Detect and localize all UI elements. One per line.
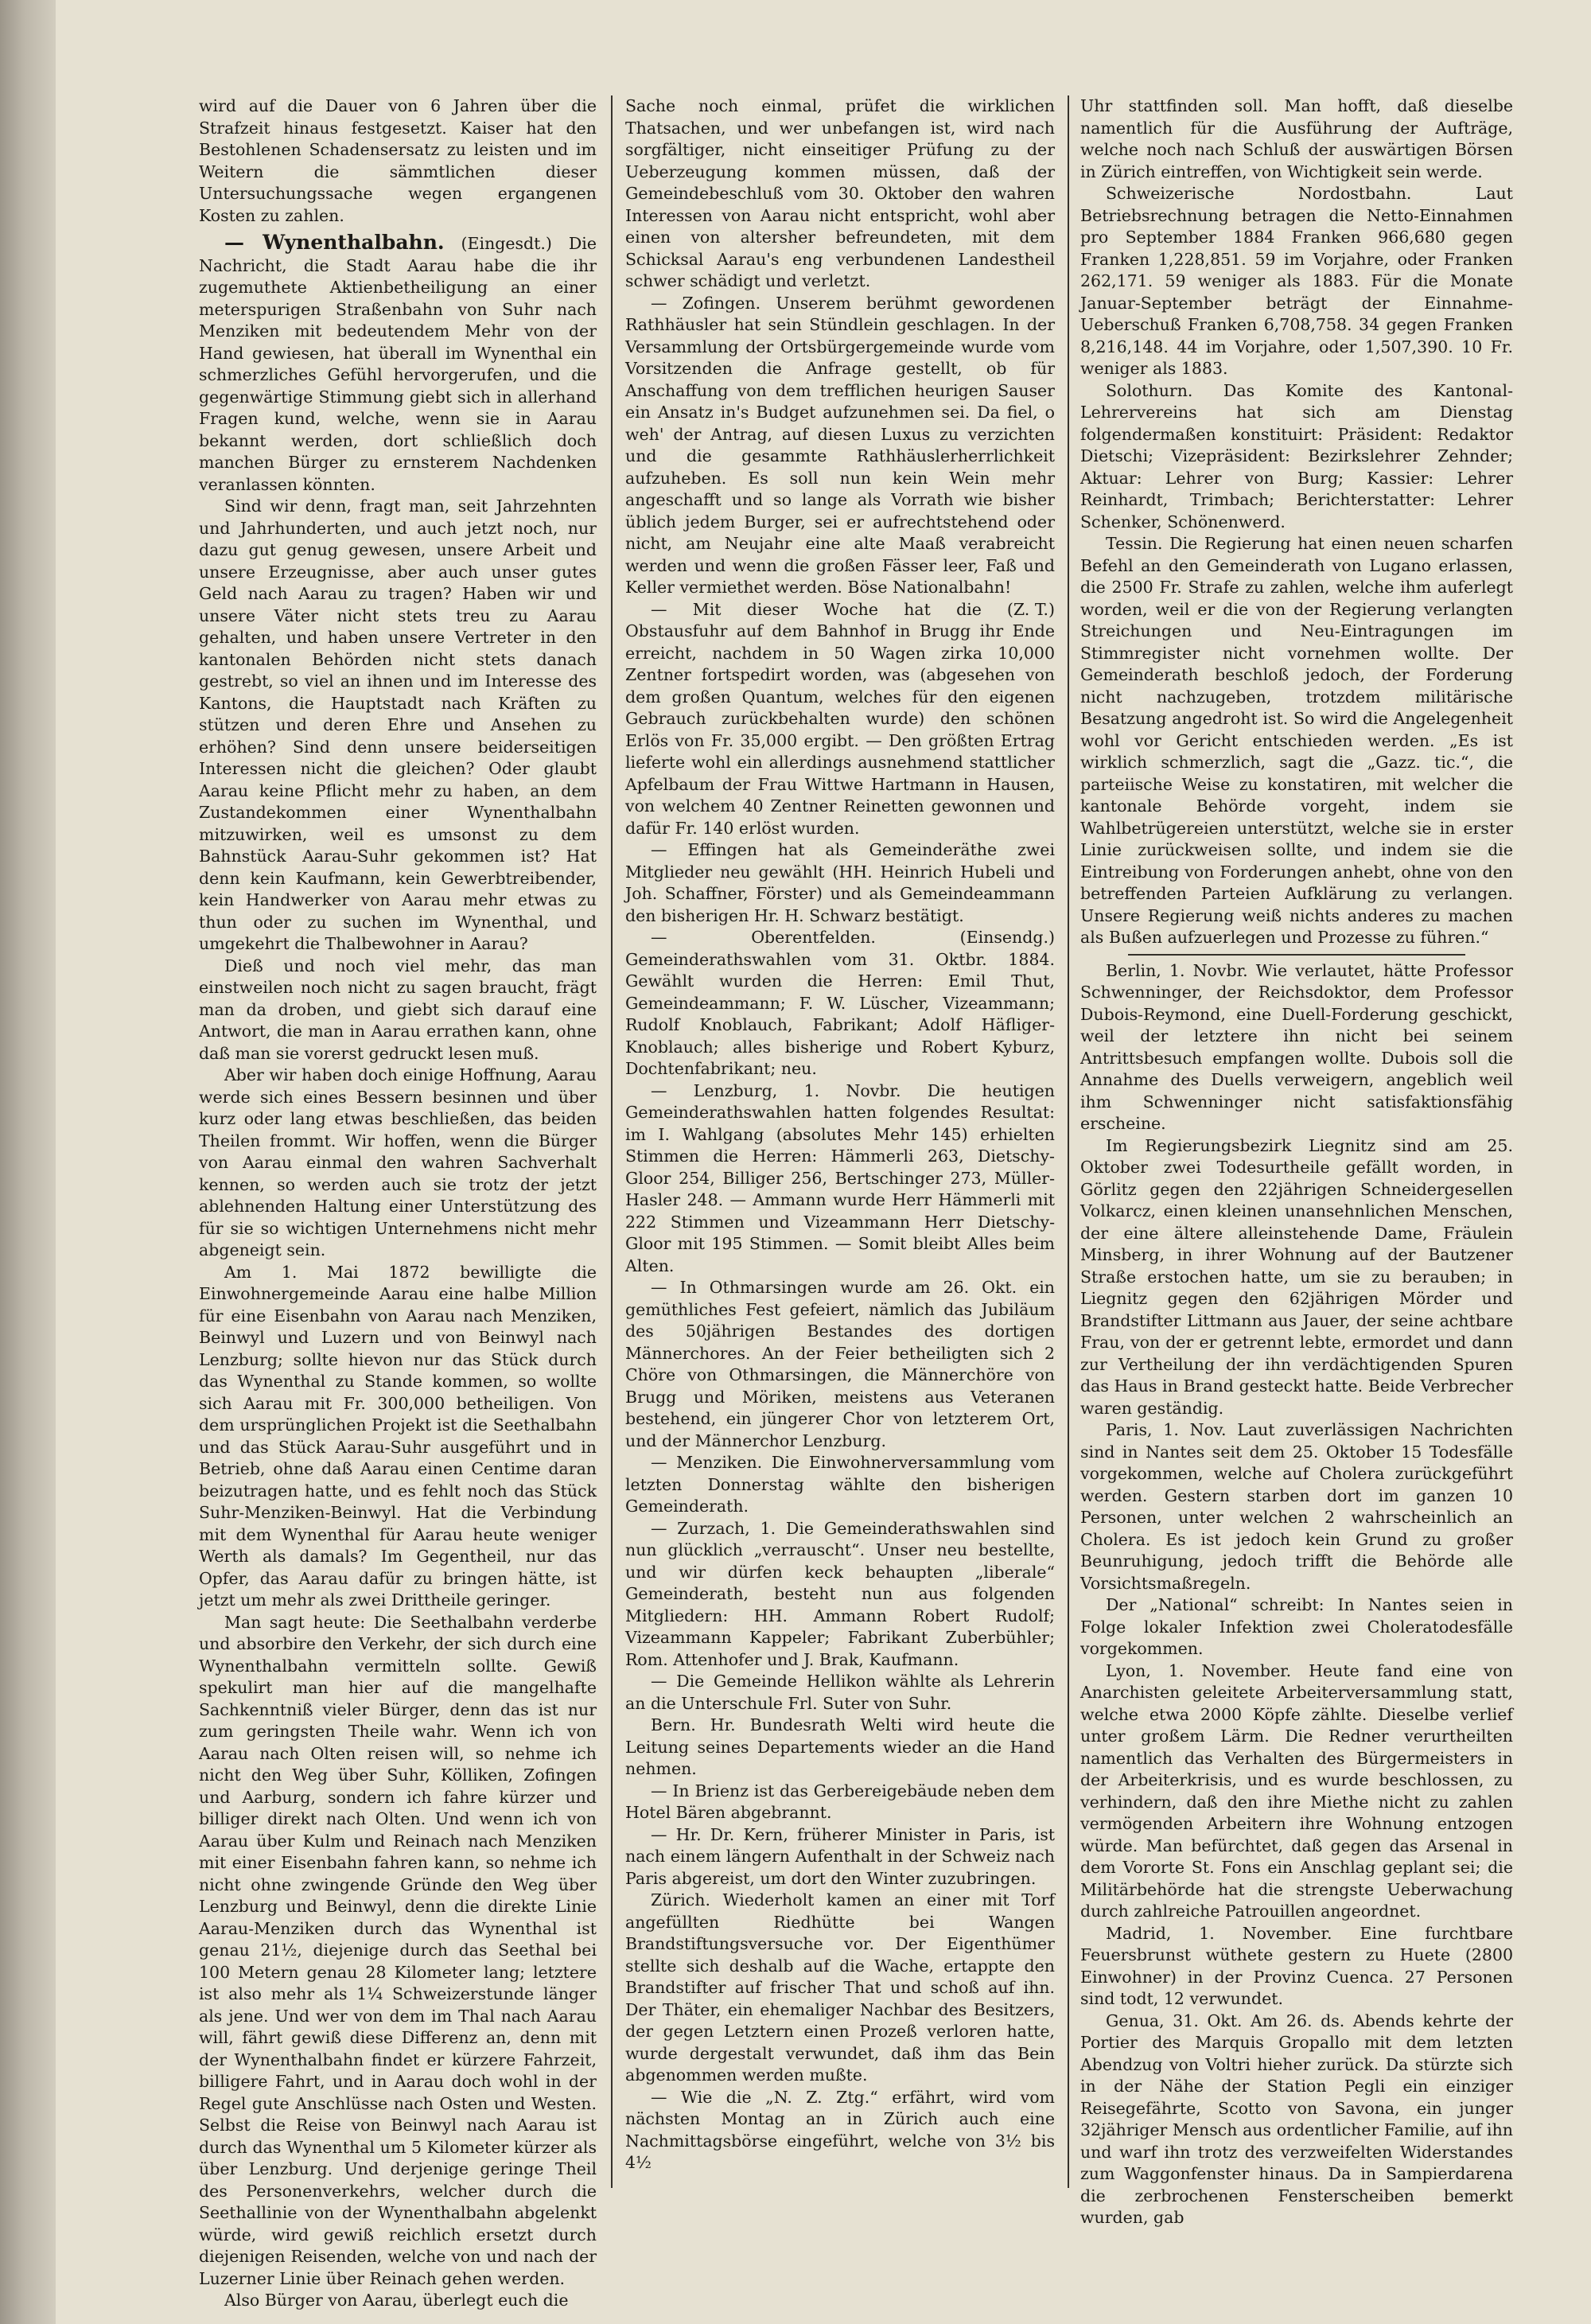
col3-paragraph-2: Solothurn. Das Komite des Kantonal-Lehrervereins hat sich am Dienstag folgendermaßen konstituirt: Präsident: Redaktor Dietschi; Vizepräsident: Bezirkslehrer Zehnder; Aktuar: Lehrer von Burg; Kassier: Lehrer Reinhardt, Trimbach; Berichterstatter: Lehrer Schenker, Schönenwerd.: [1080, 380, 1513, 531]
col2-paragraph-12: — Hr. Dr. Kern, früherer Minister in Paris, ist nach einem längern Aufenthalt in der Schweiz nach Paris abgereist, um dort den Winter zuzubringen.: [625, 1824, 1055, 1888]
col1-paragraph-6: Man sagt heute: Die Seethalbahn verderbe und absorbire den Verkehr, der sich durch eine Wynenthalbahn vermitteln sollte. Gewiß spekulirt man hier auf die mangelhafte Sachkenntniß vieler Bürger, denn das ist nur zum geringsten Theile wahr. Wenn ich von Aarau nach Olten reisen will, so nehme ich nicht den Weg über Suhr, Kölliken, Zofingen und Aarburg, sondern ich fahre kürzer und billiger direkt nach Olten. Und wenn ich von Aarau über Kulm und Reinach nach Menziken mit einer Eisenbahn fahren kann, so nehme ich nicht ohne zwingende Gründe den Weg über Lenzburg und Beinwyl, denn die direkte Linie Aarau-Menziken durch das Wynenthal ist genau 21½, diejenige durch das Seethal bei 100 Metern genau 28 Kilometer lang; letztere ist also mehr als 1¼ Schweizerstunde länger als jene. Und wer von dem im Thal nach Aarau will, fährt gewiß diese Differenz an, denn mit der Wynenthalbahn findet er kürzere Fahrzeit, billigere Fahrt, und in Aarau doch wohl in der Regel gute Anschlüsse nach Osten und Westen. Selbst die Reise von Beinwyl nach Aarau ist durch das Wynenthal um 5 Kilometer kürzer als über Lenzburg. Und derjenige geringe Theil des Personenverkehrs, welcher durch die Seethallinie von der Wynenthalbahn abgelenkt würde, wird gewiß reichlich ersetzt durch diejenigen Reisenden, welche von und nach der Luzerner Linie über Reinach gehen werden.: [199, 1612, 597, 2288]
col1-paragraph-1: Die Nachricht, die Stadt Aarau habe die ihr zugemuthete Aktienbetheiligung an einer meterspurigen Straßenbahn von Suhr nach Menziken mit bedeutendem Mehr von der Hand gewiesen, hat überall im Wynenthal ein schmerzliches Gefühl hervorgerufen, und die gegenwärtige Stimmung giebt sich in allerhand Fragen kund, welche, wenn sie in Aarau bekannt werden, dort schließlich doch manchen Bürger zu ernsterem Nachdenken veranlassen könnten.: [199, 234, 597, 494]
col1-paragraph-3: Dieß und noch viel mehr, das man einstweilen noch nicht zu sagen braucht, frägt man da droben, und giebt sich darauf eine Antwort, die man in Aarau errathen kann, ohne daß man sie vorerst gedruckt lesen muß.: [199, 956, 597, 1063]
col3-paragraph-5: Im Regierungsbezirk Liegnitz sind am 25. Oktober zwei Todesurtheile gefällt worden, in Görlitz gegen den 22jährigen Schneidergesellen Volkarcz, einen kleinen unansehnlichen Menschen, der eine ältere alleinstehende Dame, Fräulein Minsberg, in ihrer Wohnung auf der Bautzener Straße erstochen hatte, um sie zu berauben; in Liegnitz gegen den 62jährigen Mörder und Brandstifter Littmann aus Jauer, der seine achtbare Frau, von der er getrennt lebte, ermordet und dann zur Vertheilung der ihn verdächtigenden Spuren das Haus in Brand gesteckt hatte. Beide Verbrecher waren geständig.: [1080, 1135, 1513, 1418]
col2-paragraph-13: Zürich. Wiederholt kamen an einer mit Torf angefüllten Riedhütte bei Wangen Brandstiftungsversuche vor. Der Eigenthümer stellte sich deshalb auf die Wache, ertappte den Brandstifter auf frischer That und schoß auf ihn. Der Thäter, ein ehemaliger Nachbar des Besitzers, der gegen Letztern einen Prozeß verloren hatte, wurde dergestalt verwundet, daß ihm das Bein abgenommen werden mußte.: [625, 1890, 1055, 2085]
col2-paragraph-4: — Oberentfelden. (Einsendg.) Gemeinderathswahlen vom 31. Oktbr. 1884. Gewählt wurden die Herren: Emil Thut, Gemeindeammann; F. W. Lüscher, Vizeammann; Rudolf Knoblauch, Fabrikant; Adolf Häfliger-Knoblauch; alles bisherige und Robert Kyburz, Dochtenfabrikant; neu.: [625, 928, 1055, 1078]
col3-paragraph-8: Lyon, 1. November. Heute fand eine von Anarchisten geleitete Arbeiterversammlung statt, welche etwa 2000 Köpfe zählte. Dieselbe verlief unter großem Lärm. Die Redner verurtheilten namentlich das Verhalten des Bürgermeisters in der Arbeiterkrisis, und es wurde beschlossen, zu verhindern, daß den ihre Miethe nicht zu zahlen vermögenden Arbeitern ihre Wohnung entzogen würde. Man befürchtet, daß gegen das Arsenal in dem Vororte St. Fons ein Anschlag geplant sei; die Militärbehörde hat die strengste Ueberwachung durch zahlreiche Patrouillen angeordnet.: [1080, 1660, 1513, 1921]
col1-heading-paragraph: [199, 232, 597, 496]
column-3: [1080, 95, 1513, 2227]
col3-paragraph-10: Genua, 31. Okt. Am 26. ds. Abends kehrte der Portier des Marquis Gropallo mit dem letzten Abendzug von Voltri hieher zurück. Da stürzte sich in der Nähe der Station Pegli ein einziger Reisegefährte, Scotto von Savona, ein junger 32jähriger Mensch aus ordentlicher Familie, auf ihn und warf ihn trotz des verzweifelten Widerstandes zum Waggonfenster hinaus. Da in Sampierdarena die zerbrochenen Fensterscheiben bemerkt wurden, gab: [1080, 2011, 1513, 2227]
col1-paragraph-0: wird auf die Dauer von 6 Jahren über die Strafzeit hinaus festgesetzt. Kaiser hat den Bestohlenen Schadensersatz zu leisten und im Weitern die sämmtlichen dieser Untersuchungssache wegen ergangenen Kosten zu zahlen.: [199, 96, 597, 225]
col3-paragraph-3: Tessin. Die Regierung hat einen neuen scharfen Befehl an den Gemeinderath von Lugano erlassen, die 2500 Fr. Strafe zu zahlen, welche ihm auferlegt worden, weil er die von der Regierung verlangten Streichungen und Neu-Eintragungen im Stimmregister nicht vornehmen wollte. Der Gemeinderath beschloß jedoch, der Forderung nicht nachzugeben, trotzdem militärische Besatzung angedroht ist. So wird die Angelegenheit wohl vor Gericht entschieden werden. „Es ist wirklich schmerzlich, sagt die „Gazz. tic.“, die parteiische Weise zu konstatiren, mit welcher die kantonale Behörde vorgeht, indem sie Wahlbetrügereien unterstützt, welche sie in erster Linie zurückweisen sollte, und indem sie die Eintreibung von Forderungen anhebt, ohne von den betreffenden Parteien Aufklärung zu verlangen. Unsere Regierung weiß nichts anderes zu machen als Bußen aufzuerlegen und Prozesse zu führen.“: [1080, 534, 1513, 947]
col3-paragraph-9: Madrid, 1. November. Eine furchtbare Feuersbrunst wüthete gestern zu Huete (2800 Einwohner) in der Provinz Cuenca. 27 Personen sind todt, 12 verwundet.: [1080, 1923, 1513, 2008]
col2-paragraph-9: — Die Gemeinde Hellikon wählte als Lehrerin an die Unterschule Frl. Suter von Suhr.: [625, 1672, 1055, 1713]
col2-paragraph-6: — In Othmarsingen wurde am 26. Okt. ein gemüthliches Fest gefeiert, nämlich das Jubiläum des 50jährigen Bestandes des dortigen Männerchores. An der Feier betheiligten sich 2 Chöre von Othmarsingen, die Männerchöre von Brugg und Möriken, meistens aus Veteranen bestehend, ein jüngerer Chor von letzterem Ort, und der Männerchor Lenzburg.: [625, 1278, 1055, 1450]
column-2: [625, 95, 1055, 2196]
col2-paragraph-11: — In Brienz ist das Gerbereigebäude neben dem Hotel Bären abgebrannt.: [625, 1781, 1055, 1822]
newspaper-page: [56, 0, 1591, 2324]
col2-paragraph-14: — Wie die „N. Z. Ztg.“ erfährt, wird vom nächsten Montag an in Zürich auch eine Nachmittagsbörse eingeführt, welche von 3½ bis 4½: [625, 2087, 1055, 2172]
col3-paragraph-7: Der „National“ schreibt: In Nantes seien in Folge lokaler Infektion zwei Choleratodesfälle vorgekommen.: [1080, 1595, 1513, 1658]
heading-note: (Eingesdt.): [461, 234, 552, 253]
section-divider: [1128, 954, 1465, 956]
section-heading-wynenthalbahn: — Wynenthalbahn.: [224, 231, 445, 254]
col2-paragraph-0: Sache noch einmal, prüfet die wirklichen Thatsachen, und wer unbefangen ist, wird nach sorgfältiger, nicht einseitiger Prüfung zu der Ueberzeugung kommen müssen, daß der Gemeindebeschluß vom 30. Oktober den wahren Interessen von Aarau nicht entspricht, wohl aber einen von altersher befreundeten, mit dem Schicksal Aarau's eng verbundenen Landestheil schwer schädigt und verletzt.: [625, 96, 1055, 290]
col2-paragraph-10: Bern. Hr. Bundesrath Welti wird heute die Leitung seines Departements wieder an die Hand nehmen.: [625, 1715, 1055, 1778]
column-rule-1: [611, 95, 613, 2188]
col3-paragraph-0: Uhr stattfinden soll. Man hofft, daß dieselbe namentlich für die Ausführung der Aufträge, welche noch nach Schluß der auswärtigen Börsen in Zürich eintreffen, von Wichtigkeit sein werde.: [1080, 96, 1513, 181]
book-binding-edge: [0, 0, 56, 2324]
signature: (Z. T.): [1006, 599, 1055, 619]
col2-paragraph-1-text: — Zofingen. Unserem berühmt gewordenen Rathhäusler hat sein Stündlein geschlagen. In der Versammlung der Ortsbürgergemeinde wurde vom Vorsitzenden die Anfrage gestellt, ob für Anschaffung von dem trefflichen heurigen Sauser ein Ansatz in's Budget aufzunehmen sei. Da fiel, o weh' der Antrag, auf diesen Luxus zu verzichten und die gesammte Rathhäuslerherrlichkeit aufzuheben. Es soll nun kein Wein mehr angeschafft und so lange als Vorrath wie bisher üblich jedem Burger, sei er aufrechtstehend oder nicht, am Neujahr eine alte Maaß verabreicht werden und wenn die großen Fässer leer, Faß und Keller vermiethet werden. Böse Nationalbahn!: [625, 293, 1055, 597]
col2-paragraph-7: — Menziken. Die Einwohnerversammlung vom letzten Donnerstag wählte den bisherigen Gemeinderath.: [625, 1453, 1055, 1516]
col2-paragraph-2: — Mit dieser Woche hat die Obstausfuhr auf dem Bahnhof in Brugg ihr Ende erreicht, nachdem in 50 Wagen zirka 10,000 Zentner fortspedirt worden, was (abgesehen von dem großen Quantum, welches für den eigenen Gebrauch zurückbehalten wurde) den schönen Erlös von Fr. 35,000 ergibt. — Den größten Ertrag lieferte wohl ein allerdings ausnehmend stattlicher Apfelbaum der Frau Wittwe Hartmann in Hausen, von welchem 40 Zentner Reinetten gewonnen und dafür Fr. 140 erlöst wurden.: [625, 599, 1055, 838]
col3-paragraph-1: Schweizerische Nordostbahn. Laut Betriebsrechnung betragen die Netto-Einnahmen pro September 1884 Franken 966,680 gegen Franken 1,228,851. 59 im Vorjahre, oder Franken 262,171. 59 weniger als 1883. Für die Monate Januar-September beträgt der Einnahme-Ueberschuß Franken 6,708,758. 34 gegen Franken 8,216,148. 44 im Vorjahre, oder 1,507,390. 10 Fr. weniger als 1883.: [1080, 184, 1513, 378]
col2-paragraph-5: — Lenzburg, 1. Novbr. Die heutigen Gemeinderathswahlen hatten folgendes Resultat: im I. Wahlgang (absolutes Mehr 145) erhielten Stimmen die Herren: Hämmerli 263, Dietschy-Gloor 254, Billiger 256, Bertschinger 273, Müller-Hasler 248. — Ammann wurde Herr Hämmerli mit 222 Stimmen und Vizeammann Herr Dietschy-Gloor mit 195 Stimmen. — Somit bleibt Alles beim Alten.: [625, 1080, 1055, 1275]
col2-paragraph-3: — Effingen hat als Gemeinderäthe zwei Mitglieder neu gewählt (HH. Heinrich Hubeli und Joh. Schaffner, Förster) und als Gemeindeammann den bisherigen Hr. H. Schwarz bestätigt.: [625, 840, 1055, 925]
col1-paragraph-7: Also Bürger von Aarau, überlegt euch die: [224, 2291, 569, 2310]
col2-paragraph-8: — Zurzach, 1. Die Gemeinderathswahlen sind nun glücklich „verrauscht“. Unser neu bestellte, und wir dürfen keck behaupten „liberale“ Gemeinderath, besteht nun aus folgenden Mitgliedern: HH. Ammann Robert Rudolf; Vizeammann Kappeler; Fabrikant Zuberbühler; Rom. Attenhofer und J. Brak, Kaufmann.: [625, 1518, 1055, 1669]
column-rule-2: [1068, 95, 1069, 2188]
col1-paragraph-2: Sind wir denn, fragt man, seit Jahrzehnten und Jahrhunderten, und auch jetzt noch, nur dazu gut genug gewesen, unsere Arbeit und unsere Erzeugnisse, aber auch unser gutes Geld nach Aarau zu tragen? Haben wir und unsere Väter nicht stets treu zu Aarau gehalten, und haben unsere Vertreter in den kantonalen Behörden nicht stets danach gestrebt, so viel an ihnen und im Interesse des Kantons, die Hauptstadt nach Kräften zu stützen und deren Ehre und Ansehen zu erhöhen? Sind denn unsere beiderseitigen Interessen nicht die gleichen? Oder glaubt Aarau keine Pflicht mehr zu haben, an dem Zustandekommen einer Wynenthalbahn mitzuwirken, weil es umsonst zu dem Bahnstück Aarau-Suhr gekommen ist? Hat denn kein Kaufmann, kein Gewerbtreibender, kein Handwerker von Aarau mehr etwas zu thun oder zu suchen im Wynenthal, und umgekehrt die Thalbewohner in Aarau?: [199, 496, 597, 953]
col3-paragraph-6: Paris, 1. Nov. Laut zuverlässigen Nachrichten sind in Nantes seit dem 25. Oktober 15 Todesfälle vorgekommen, welche auf Cholera zurückgeführt werden. Gestern starben dort im ganzen 10 Personen, unter welchen 2 wahrscheinlich an Cholera. Es ist jedoch kein Grund zu großer Beunruhigung, jedoch trifft die Behörde alle Vorsichtsmaßregeln.: [1080, 1420, 1513, 1593]
col3-paragraph-4: Berlin, 1. Novbr. Wie verlautet, hätte Professor Schwenninger, der Reichsdoktor, dem Professor Dubois-Reymond, eine Duell-Forderung geschickt, weil der letztere ihn nicht bei seinem Antrittsbesuch empfangen wollte. Dubois soll die Annahme des Duells verweigern, angeblich weil ihm Schwenninger nicht satisfaktionsfähig erscheine.: [1080, 960, 1513, 1133]
column-1: [199, 95, 597, 2310]
col1-paragraph-4: Aber wir haben doch einige Hoffnung, Aarau werde sich eines Bessern besinnen und über kurz oder lang etwas beschließen, das beiden Theilen frommt. Wir hoffen, wenn die Bürger von Aarau einmal den wahren Sachverhalt kennen, so werden auch sie trotz der jetzt ablehnenden Haltung einer Unterstützung des für sie so wichtigen Unternehmens nicht mehr abgeneigt sein.: [199, 1065, 597, 1259]
col2-paragraph-1: [625, 293, 1055, 619]
col1-paragraph-5: Am 1. Mai 1872 bewilligte die Einwohnergemeinde Aarau eine halbe Million für eine Eisenbahn von Aarau nach Menziken, Beinwyl und Luzern und von Beinwyl nach Lenzburg; sollte hievon nur das Stück durch das Wynenthal zu Stande kommen, so wollte sich Aarau mit Fr. 300,000 betheiligen. Von dem ursprünglichen Projekt ist die Seethalbahn und das Stück Aarau-Suhr ausgeführt und in Betrieb, ohne daß Aarau einen Centime daran beizutragen hatte, und es fehlt noch das Stück Suhr-Menziken-Beinwyl. Hat die Verbindung mit dem Wynenthal für Aarau heute weniger Werth als damals? Im Gegentheil, nur das Opfer, das Aarau dafür zu bringen hätte, ist jetzt um mehr als zwei Drittheile geringer.: [199, 1262, 597, 1610]
